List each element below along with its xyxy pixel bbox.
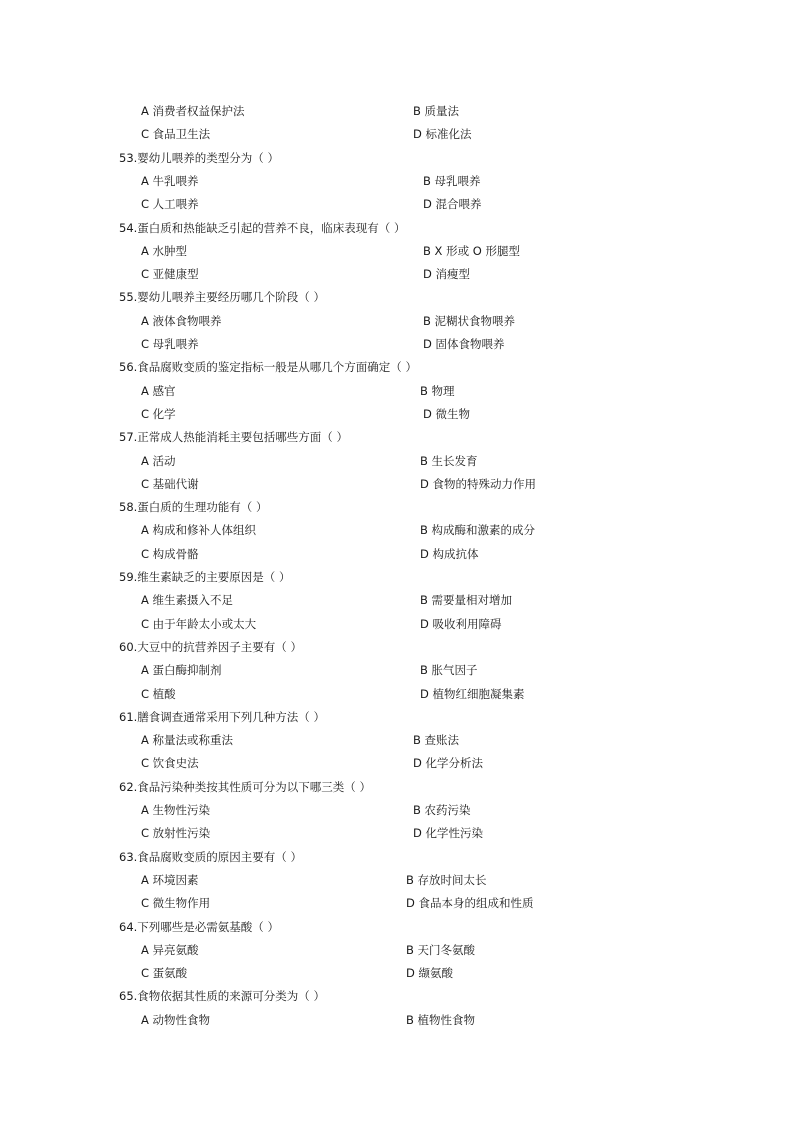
option-left: C 放射性污染 (141, 826, 211, 840)
question-stem: 60.大豆中的抗营养因子主要有（ ） (119, 640, 302, 654)
option-right: D 食品本身的组成和性质 (406, 896, 534, 910)
option-right: D 混合喂养 (423, 197, 482, 211)
option-right: B X 形或 O 形腿型 (423, 244, 520, 258)
option-right: B 胀气因子 (420, 663, 478, 677)
question-stem: 53.婴幼儿喂养的类型分为（ ） (119, 151, 279, 165)
option-left: C 由于年龄太小或太大 (141, 617, 257, 631)
option-right: B 物理 (420, 384, 455, 398)
option-right: B 农药污染 (413, 803, 471, 817)
question-stem: 62.食品污染种类按其性质可分为以下哪三类（ ） (119, 780, 371, 794)
option-left: C 人工喂养 (141, 197, 199, 211)
option-left: A 动物性食物 (141, 1013, 211, 1027)
option-left: C 母乳喂养 (141, 337, 199, 351)
option-left: C 植酸 (141, 687, 176, 701)
option-right: D 化学性污染 (413, 826, 484, 840)
option-right: D 标准化法 (413, 127, 472, 141)
option-left: A 感官 (141, 384, 176, 398)
option-right: B 需要量相对增加 (420, 593, 513, 607)
option-right: B 泥糊状食物喂养 (423, 314, 516, 328)
option-left: C 微生物作用 (141, 896, 211, 910)
question-stem: 63.食品腐败变质的原因主要有（ ） (119, 850, 302, 864)
question-stem: 61.膳食调查通常采用下列几种方法（ ） (119, 710, 325, 724)
option-left: A 液体食物喂养 (141, 314, 222, 328)
option-left: C 基础代谢 (141, 477, 199, 491)
question-stem: 54.蛋白质和热能缺乏引起的营养不良，临床表现有（ ） (119, 221, 406, 235)
option-left: C 化学 (141, 407, 176, 421)
option-left: A 构成和修补人体组织 (141, 523, 257, 537)
option-right: B 构成酶和激素的成分 (420, 523, 536, 537)
option-right: B 母乳喂养 (423, 174, 481, 188)
option-left: A 牛乳喂养 (141, 174, 199, 188)
option-left: C 饮食史法 (141, 756, 199, 770)
option-right: D 化学分析法 (413, 756, 484, 770)
option-left: A 异亮氨酸 (141, 943, 199, 957)
question-stem: 56.食品腐败变质的鉴定指标一般是从哪几个方面确定（ ） (119, 360, 417, 374)
option-left: C 构成骨骼 (141, 547, 199, 561)
option-left: A 称量法或称重法 (141, 733, 234, 747)
option-right: D 植物红细胞凝集素 (420, 687, 525, 701)
question-stem: 65.食物依据其性质的来源可分类为（ ） (119, 989, 325, 1003)
question-stem: 57.正常成人热能消耗主要包括哪些方面（ ） (119, 430, 348, 444)
option-right: D 固体食物喂养 (423, 337, 505, 351)
option-right: D 构成抗体 (420, 547, 479, 561)
option-left: C 蛋氨酸 (141, 966, 188, 980)
question-stem: 64.下列哪些是必需氨基酸（ ） (119, 920, 279, 934)
option-left: A 消费者权益保护法 (141, 104, 245, 118)
option-left: A 水肿型 (141, 244, 188, 258)
question-stem: 58.蛋白质的生理功能有（ ） (119, 500, 268, 514)
option-right: B 查账法 (413, 733, 460, 747)
option-right: D 食物的特殊动力作用 (420, 477, 537, 491)
option-left: A 生物性污染 (141, 803, 211, 817)
option-left: A 环境因素 (141, 873, 199, 887)
option-right: B 存放时间太长 (406, 873, 487, 887)
option-right: B 质量法 (413, 104, 460, 118)
option-right: D 吸收利用障碍 (420, 617, 502, 631)
option-right: D 消瘦型 (423, 267, 471, 281)
option-left: C 亚健康型 (141, 267, 199, 281)
option-right: B 天门冬氨酸 (406, 943, 476, 957)
question-stem: 55.婴幼儿喂养主要经历哪几个阶段（ ） (119, 290, 325, 304)
option-left: C 食品卫生法 (141, 127, 211, 141)
option-right: D 缬氨酸 (406, 966, 454, 980)
option-left: A 维生素摄入不足 (141, 593, 234, 607)
question-stem: 59.维生素缺乏的主要原因是（ ） (119, 570, 291, 584)
option-left: A 蛋白酶抑制剂 (141, 663, 222, 677)
option-right: B 植物性食物 (406, 1013, 476, 1027)
option-left: A 活动 (141, 454, 176, 468)
option-right: B 生长发育 (420, 454, 478, 468)
option-right: D 微生物 (423, 407, 471, 421)
